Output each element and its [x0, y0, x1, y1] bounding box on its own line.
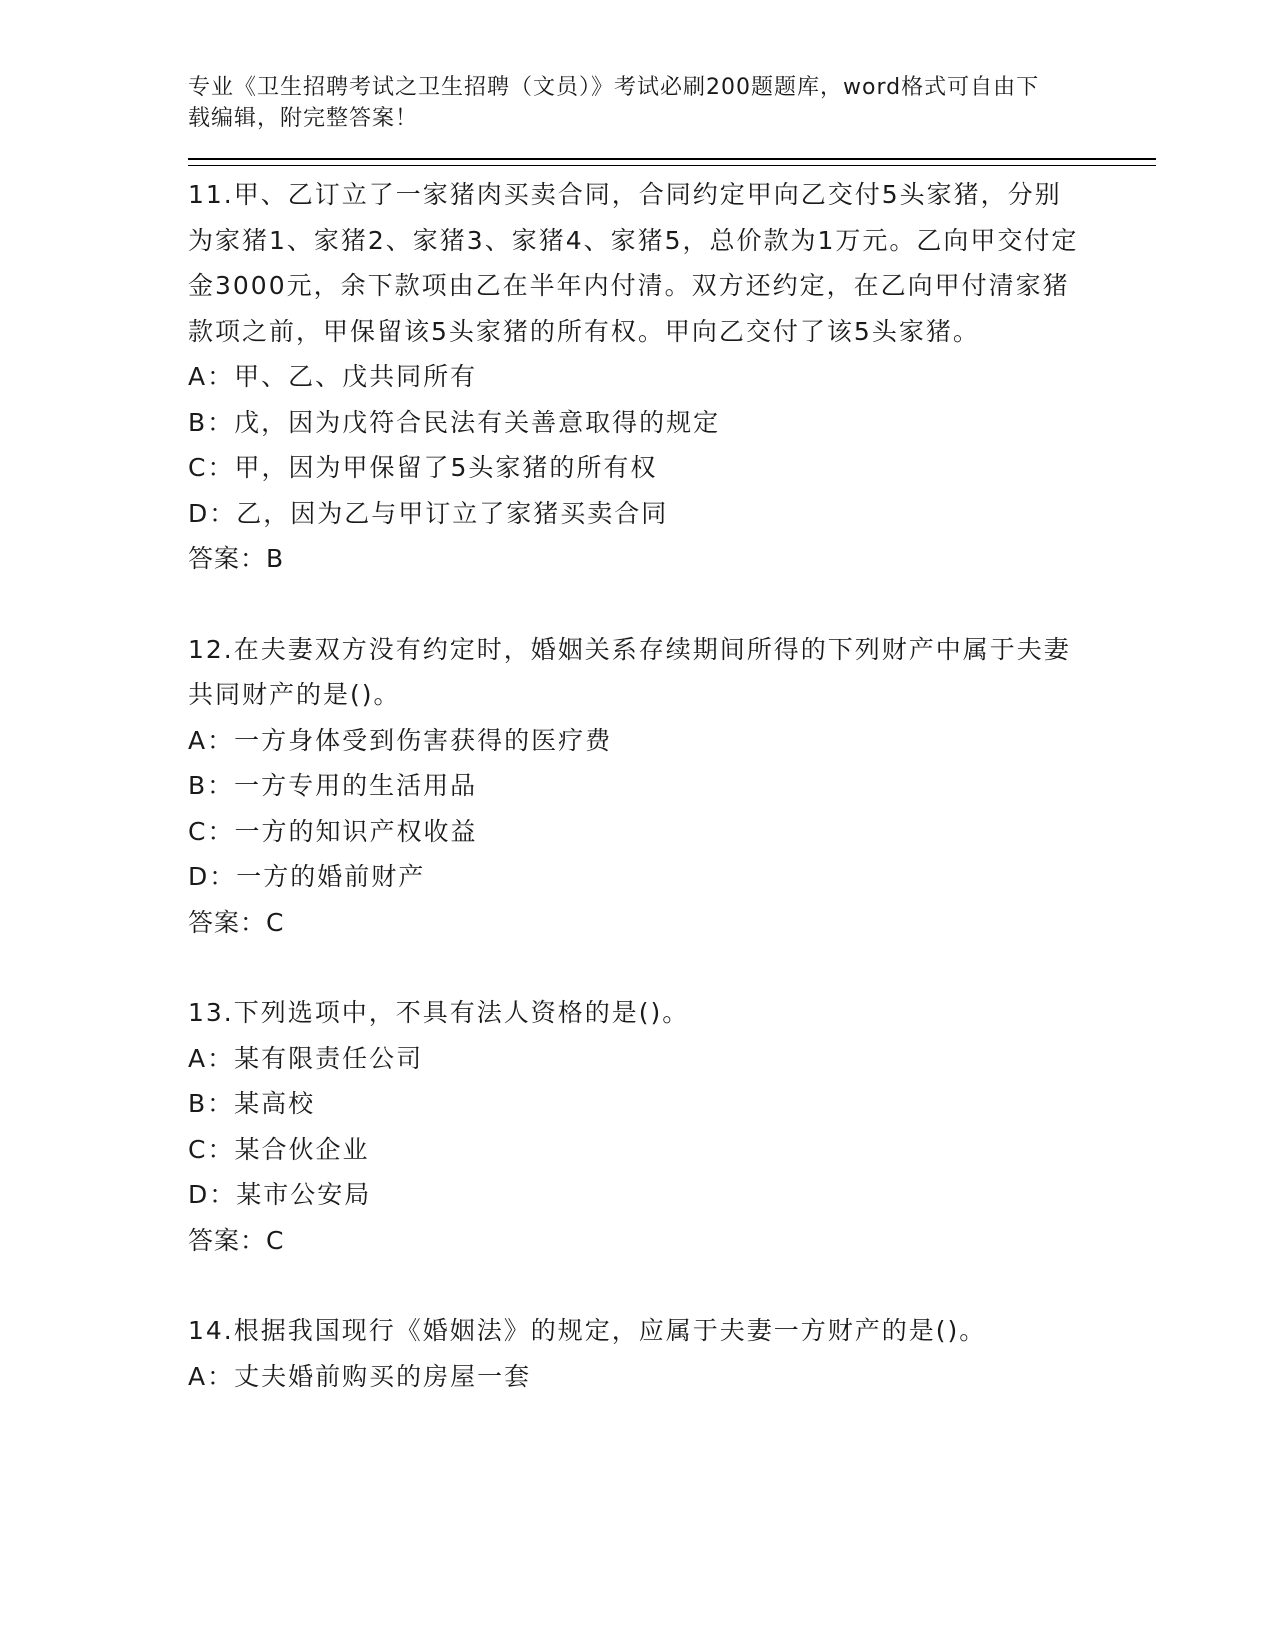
answer-label: 答案：	[188, 1225, 267, 1255]
question-12	[188, 627, 1156, 946]
question-stem: 12.在夫妻双方没有约定时，婚姻关系存续期间所得的下列财产中属于夫妻共同财产的是()。	[188, 634, 1071, 709]
question-11	[188, 172, 1156, 582]
option-a: A：一方身体受到伤害获得的医疗费	[188, 725, 613, 755]
question-spacer	[188, 582, 1156, 627]
question-13	[188, 990, 1156, 1263]
option-d: D：某市公安局	[188, 1180, 372, 1209]
option-d: D：一方的婚前财产	[188, 862, 426, 891]
question-stem: 13.下列选项中，不具有法人资格的是()。	[188, 998, 690, 1027]
option-b: B：戊，因为戊符合民法有关善意取得的规定	[188, 407, 721, 437]
question-spacer	[188, 1263, 1156, 1308]
question-list	[188, 172, 1156, 1399]
option-d: D：乙，因为乙与甲订立了家猪买卖合同	[188, 498, 669, 528]
answer-line	[188, 900, 1156, 946]
answer-value: B	[266, 544, 285, 573]
answer-line	[188, 1218, 1156, 1264]
answer-label: 答案：	[188, 907, 267, 937]
option-a: A：甲、乙、戊共同所有	[188, 362, 478, 391]
answer-value: C	[266, 907, 285, 937]
option-c: C：某合伙企业	[188, 1134, 370, 1164]
answer-label: 答案：	[188, 544, 267, 573]
option-b: B：一方专用的生活用品	[188, 771, 478, 800]
option-a: A：丈夫婚前购买的房屋一套	[188, 1361, 532, 1391]
option-a: A：某有限责任公司	[188, 1043, 424, 1073]
header-divider	[188, 158, 1156, 166]
option-b: B：某高校	[188, 1089, 316, 1118]
question-stem: 11.甲、乙订立了一家猪肉买卖合同，合同约定甲向乙交付5头家猪，分别为家猪1、家猪2、家猪3、家猪4、家猪5，总价款为1万元。乙向甲交付定金3000元，余下款项由乙在半年内付清。双方还约定，在乙向甲付清家猪款项之前，甲保留该5头家猪的所有权。甲向乙交付了该5头家猪。	[188, 180, 1079, 346]
option-c: C：一方的知识产权收益	[188, 816, 478, 846]
document-page	[188, 72, 1156, 1399]
answer-value: C	[266, 1225, 285, 1255]
answer-line	[188, 536, 1156, 582]
question-spacer	[188, 945, 1156, 990]
question-stem: 14.根据我国现行《婚姻法》的规定，应属于夫妻一方财产的是()。	[188, 1316, 987, 1345]
option-c: C：甲，因为甲保留了5头家猪的所有权	[188, 453, 658, 482]
document-header: 专业《卫生招聘考试之卫生招聘（文员）》考试必刷200题题库，word格式可自由下载编辑，附完整答案！	[188, 75, 1040, 131]
question-14	[188, 1308, 1156, 1399]
